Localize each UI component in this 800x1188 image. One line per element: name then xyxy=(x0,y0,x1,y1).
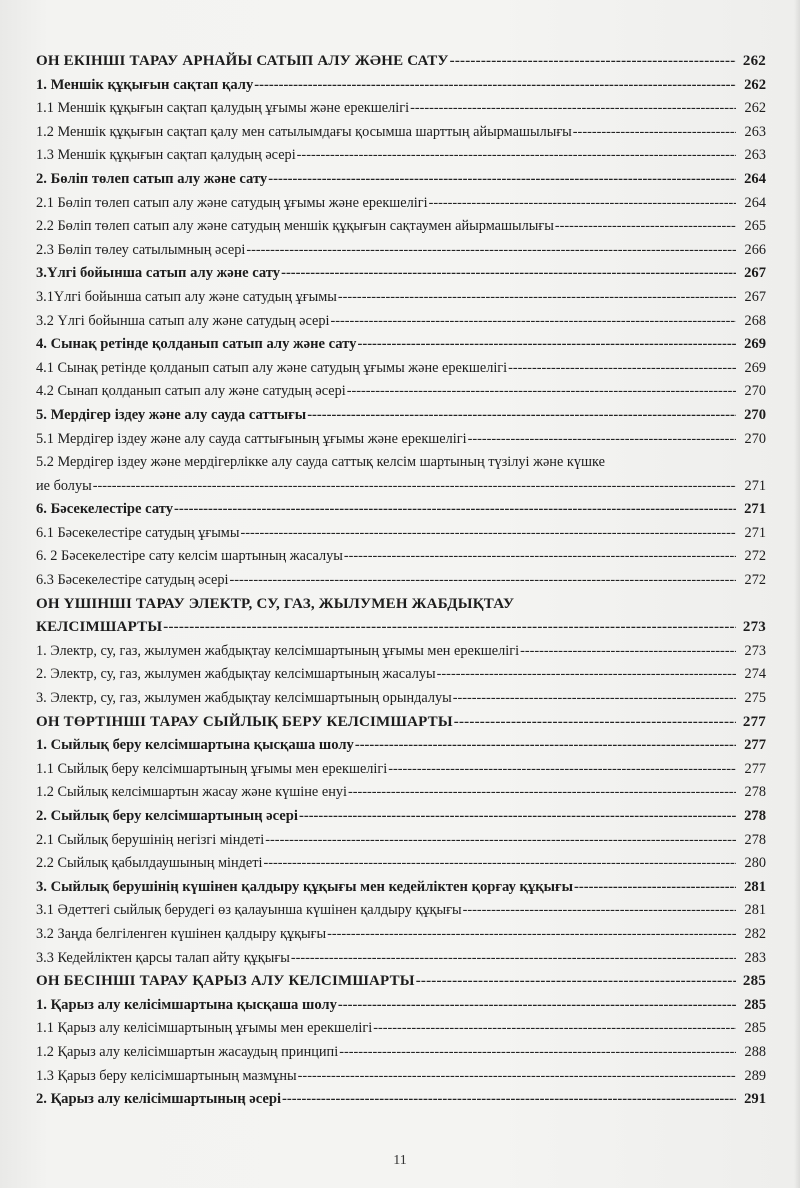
toc-leader-dashes xyxy=(463,899,736,923)
toc-entry-page: 273 xyxy=(744,642,766,659)
toc-entry-title: 1.2 Сыйлық келсімшартын жасау және күшіне енуі xyxy=(36,784,347,801)
toc-entry-page: 278 xyxy=(744,784,766,801)
toc-entry-page: 291 xyxy=(744,1091,766,1108)
toc-entry xyxy=(36,711,766,735)
toc-leader-dashes xyxy=(555,215,736,239)
toc-entry-page: 285 xyxy=(742,973,766,990)
toc-entry-page: 278 xyxy=(744,831,766,848)
toc-leader-dashes xyxy=(331,310,736,334)
toc-entry-title: КЕЛСІМШАРТЫ xyxy=(36,619,163,636)
toc-entry xyxy=(36,74,766,98)
toc-entry xyxy=(36,829,766,853)
toc-entry-page: 275 xyxy=(744,690,766,707)
toc-entry xyxy=(36,593,766,617)
toc-entry-page: 263 xyxy=(744,147,766,164)
toc-entry-title: 1.1 Қарыз алу келісімшартының ұғымы мен ерекшелігі xyxy=(36,1020,373,1037)
page-number: 11 xyxy=(393,1153,407,1168)
toc-entry xyxy=(36,451,766,475)
toc-entry xyxy=(36,805,766,829)
toc-entry xyxy=(36,640,766,664)
toc-entry xyxy=(36,404,766,428)
toc-entry xyxy=(36,545,766,569)
toc-entry xyxy=(36,357,766,381)
toc-entry xyxy=(36,1088,766,1112)
toc-entry-page: 273 xyxy=(742,619,766,636)
toc-entry-title: 2. Бөліп төлеп сатып алу және сату xyxy=(36,170,268,187)
toc-entry-title: 2.1 Бөліп төлеп сатып алу және сатудың ұғымы және ерекшелігі xyxy=(36,194,428,211)
toc-entry-title: 3.1Үлгі бойынша сатып алу және сатудың ұғымы xyxy=(36,288,337,305)
toc-entry-title: 2. Электр, су, газ, жылумен жабдықтау келсімшартының жасалуы xyxy=(36,666,436,683)
toc-entry-page: 268 xyxy=(744,312,766,329)
toc-entry-title: 6. Бәсекелестіре сату xyxy=(36,501,174,518)
toc-entry-title: 5.1 Мердігер іздеу және алу сауда саттығының ұғымы және ерекшелігі xyxy=(36,430,467,447)
toc-entry-title: 1. Қарыз алу келісімшартына қысқаша шолу xyxy=(36,996,337,1013)
toc-entry-title: 3. Сыйлық берушінің күшінен қалдыру құқығы мен кедейліктен қорғау құқығы xyxy=(36,878,574,895)
toc-entry-title: 3.2 Заңда белгіленген күшінен қалдыру құқығы xyxy=(36,925,327,942)
toc-leader-dashes xyxy=(298,1065,736,1089)
toc-entry-title: ОН ЕКІНШІ ТАРАУ АРНАЙЫ САТЫП АЛУ ЖӘНЕ САТУ xyxy=(36,53,449,69)
toc-entry xyxy=(36,428,766,452)
toc-leader-dashes xyxy=(265,829,736,853)
toc-entry-page: 288 xyxy=(744,1043,766,1060)
toc-leader-dashes xyxy=(454,711,736,735)
toc-entry-page: 271 xyxy=(744,524,766,541)
toc-entry-page: 262 xyxy=(742,53,766,69)
toc-entry xyxy=(36,475,766,499)
toc-entry-title: 1. Меншік құқығын сақтап қалу xyxy=(36,76,254,93)
toc-leader-dashes xyxy=(254,74,736,98)
toc-entry-title: 3.2 Үлгі бойынша сатып алу және сатудың әсері xyxy=(36,312,330,329)
toc-leader-dashes xyxy=(573,121,736,145)
toc-leader-dashes xyxy=(520,640,736,664)
toc-leader-dashes xyxy=(416,970,736,994)
toc-entry-page: 270 xyxy=(744,383,766,400)
toc-entry-page: 282 xyxy=(744,925,766,942)
toc-leader-dashes xyxy=(450,50,736,74)
toc-entry-title: 1.2 Меншік құқығын сақтап қалу мен сатылымдағы қосымша шарттың айырмашылығы xyxy=(36,123,572,140)
page-edge-shadow xyxy=(794,0,800,1188)
toc-leader-dashes xyxy=(263,852,736,876)
toc-entry-page: 277 xyxy=(744,760,766,777)
toc-entry-page: 280 xyxy=(744,855,766,872)
toc-entry xyxy=(36,192,766,216)
toc-leader-dashes xyxy=(327,923,736,947)
toc-entry xyxy=(36,121,766,145)
toc-entry-title: 2.3 Бөліп төлеу сатылымның әсері xyxy=(36,241,246,258)
toc-entry-title: 6. 2 Бәсекелестіре сату келсім шартының жасалуы xyxy=(36,548,343,565)
toc-entry-page: 263 xyxy=(744,123,766,140)
toc-entry-title: 3. Электр, су, газ, жылумен жабдықтау келсімшартының орындалуы xyxy=(36,690,452,707)
toc-entry-page: 281 xyxy=(744,902,766,919)
toc-entry-page: 270 xyxy=(744,430,766,447)
toc-entry-title: 2.2 Бөліп төлеп сатып алу және сатудың меншік құқығын сақтаумен айырмашылығы xyxy=(36,218,554,235)
toc-entry-page: 264 xyxy=(744,194,766,211)
toc-leader-dashes xyxy=(388,758,736,782)
toc-leader-dashes xyxy=(281,262,736,286)
toc-leader-dashes xyxy=(437,663,736,687)
toc-entry xyxy=(36,569,766,593)
toc-entry xyxy=(36,687,766,711)
toc-entry-page: 289 xyxy=(744,1067,766,1084)
toc-leader-dashes xyxy=(291,947,736,971)
toc-entry xyxy=(36,758,766,782)
toc-entry-page: 267 xyxy=(744,288,766,305)
toc-entry xyxy=(36,50,766,74)
toc-entry xyxy=(36,522,766,546)
toc-leader-dashes xyxy=(574,876,736,900)
toc-entry xyxy=(36,947,766,971)
toc-leader-dashes xyxy=(297,144,736,168)
toc-entry-title: 1.1 Меншік құқығын сақтап қалудың ұғымы және ерекшелігі xyxy=(36,100,410,117)
toc-entry-title: 6.3 Бәсекелестіре сатудың әсері xyxy=(36,572,229,589)
toc-entry-title: 1.1 Сыйлық беру келсімшартының ұғымы мен ерекшелігі xyxy=(36,760,388,777)
toc-entry-title: ОН БЕСІНШІ ТАРАУ ҚАРЫЗ АЛУ КЕЛСІМШАРТЫ xyxy=(36,973,415,990)
toc-entry-title: 5. Мердігер іздеу және алу сауда саттығы xyxy=(36,406,307,423)
toc-leader-dashes xyxy=(508,357,736,381)
toc-entry xyxy=(36,498,766,522)
toc-leader-dashes xyxy=(338,994,736,1018)
toc-leader-dashes xyxy=(347,380,736,404)
toc-leader-dashes xyxy=(344,545,736,569)
toc-entry-page: 271 xyxy=(744,477,766,494)
toc-entry-page: 272 xyxy=(744,572,766,589)
toc-entry-title: 2. Сыйлық беру келсімшартының әсері xyxy=(36,808,298,824)
toc-entry-page: 277 xyxy=(742,713,766,730)
toc-entry-page: 272 xyxy=(744,548,766,565)
toc-leader-dashes xyxy=(246,239,736,263)
toc-entry-title: 4. Сынақ ретінде қолданып сатып алу және сату xyxy=(36,336,357,353)
toc-entry-page: 281 xyxy=(744,878,766,895)
toc-leader-dashes xyxy=(429,192,736,216)
toc-entry-page: 262 xyxy=(744,76,766,93)
toc-leader-dashes xyxy=(410,97,736,121)
toc-leader-dashes xyxy=(299,805,736,829)
toc-entry xyxy=(36,781,766,805)
toc-entry xyxy=(36,97,766,121)
toc-entry-page: 270 xyxy=(744,406,766,423)
toc-entry-title: 4.1 Сынақ ретінде қолданып сатып алу және сатудың ұғымы және ерекшелігі xyxy=(36,359,508,376)
toc-entry xyxy=(36,616,766,640)
toc-leader-dashes xyxy=(357,333,736,357)
toc-leader-dashes xyxy=(373,1017,736,1041)
toc-leader-dashes xyxy=(453,687,736,711)
toc-leader-dashes xyxy=(339,1041,736,1065)
toc-leader-dashes xyxy=(163,616,736,640)
toc-leader-dashes xyxy=(307,404,736,428)
toc-leader-dashes xyxy=(268,168,736,192)
toc-entry xyxy=(36,310,766,334)
toc-leader-dashes xyxy=(355,734,736,758)
toc-entry-title: 1.2 Қарыз алу келісімшартын жасаудың принципі xyxy=(36,1043,339,1060)
toc-entry-title: 2.2 Сыйлық қабылдаушының міндеті xyxy=(36,855,263,872)
toc-entry-page: 283 xyxy=(744,949,766,966)
toc-entry-title: ОН ТӨРТІНШІ ТАРАУ СЫЙЛЫҚ БЕРУ КЕЛСІМШАРТЫ xyxy=(36,713,453,730)
toc-entry xyxy=(36,876,766,900)
toc-leader-dashes xyxy=(338,286,736,310)
toc-leader-dashes xyxy=(240,522,736,546)
toc-entry xyxy=(36,239,766,263)
toc-entry xyxy=(36,1065,766,1089)
toc-entry-title: ОН ҮШІНШІ ТАРАУ ЭЛЕКТР, СУ, ГАЗ, ЖЫЛУМЕН ЖАБДЫҚТАУ xyxy=(36,595,515,612)
toc-entry-title: 3.3 Кедейліктен қарсы талап айту құқығы xyxy=(36,949,290,966)
toc-entry xyxy=(36,333,766,357)
toc-entry-page: 285 xyxy=(744,1020,766,1037)
toc-entry xyxy=(36,734,766,758)
toc-entry xyxy=(36,899,766,923)
toc-leader-dashes xyxy=(348,781,736,805)
toc-entry-page: 262 xyxy=(744,100,766,117)
toc-entry xyxy=(36,380,766,404)
toc-entry xyxy=(36,286,766,310)
toc-entry xyxy=(36,1041,766,1065)
toc-entry-page: 264 xyxy=(744,170,766,187)
toc-entry-title: 2.1 Сыйлық берушінің негізгі міндеті xyxy=(36,831,265,848)
toc-entry-page: 278 xyxy=(744,808,766,824)
table-of-contents xyxy=(36,50,766,1112)
toc-entry-title: ие болуы xyxy=(36,477,92,494)
toc-leader-dashes xyxy=(174,498,736,522)
toc-entry xyxy=(36,262,766,286)
toc-leader-dashes xyxy=(282,1088,736,1112)
toc-entry-page: 265 xyxy=(744,218,766,235)
toc-entry-page: 277 xyxy=(744,737,766,754)
toc-entry xyxy=(36,923,766,947)
toc-leader-dashes xyxy=(468,428,736,452)
toc-leader-dashes xyxy=(93,475,736,499)
toc-entry-page: 274 xyxy=(744,666,766,683)
toc-entry-title: 5.2 Мердігер іздеу және мердігерлікке алу сауда саттық келсім шартының түзілуі және күшке xyxy=(36,454,605,471)
toc-entry-page: 269 xyxy=(744,359,766,376)
toc-entry-title: 3.Үлгі бойынша сатып алу және сату xyxy=(36,265,281,282)
toc-entry-title: 4.2 Сынап қолданып сатып алу және сатудың әсері xyxy=(36,383,346,400)
toc-entry-page: 271 xyxy=(744,501,766,518)
toc-entry xyxy=(36,1017,766,1041)
toc-entry-page: 285 xyxy=(744,996,766,1013)
toc-entry-page: 266 xyxy=(744,241,766,258)
toc-entry-page: 269 xyxy=(744,336,766,353)
toc-entry xyxy=(36,852,766,876)
toc-entry xyxy=(36,994,766,1018)
toc-entry xyxy=(36,168,766,192)
toc-entry-title: 1. Сыйлық беру келсімшартына қысқаша шолу xyxy=(36,737,354,754)
toc-entry xyxy=(36,970,766,994)
toc-entry xyxy=(36,215,766,239)
toc-entry-title: 2. Қарыз алу келісімшартының әсері xyxy=(36,1091,282,1108)
toc-entry-title: 1. Электр, су, газ, жылумен жабдықтау келсімшартының ұғымы мен ерекшелігі xyxy=(36,642,520,659)
toc-entry xyxy=(36,144,766,168)
toc-entry xyxy=(36,663,766,687)
toc-entry-page: 267 xyxy=(744,265,766,282)
toc-entry-title: 1.3 Меншік құқығын сақтап қалудың әсері xyxy=(36,147,296,164)
toc-entry-title: 6.1 Бәсекелестіре сатудың ұғымы xyxy=(36,524,240,541)
toc-entry-title: 3.1 Әдеттегі сыйлық берудегі өз қалауынша күшінен қалдыру құқығы xyxy=(36,902,462,919)
toc-entry-title: 1.3 Қарыз беру келісімшартының мазмұны xyxy=(36,1067,297,1084)
toc-leader-dashes xyxy=(230,569,736,593)
